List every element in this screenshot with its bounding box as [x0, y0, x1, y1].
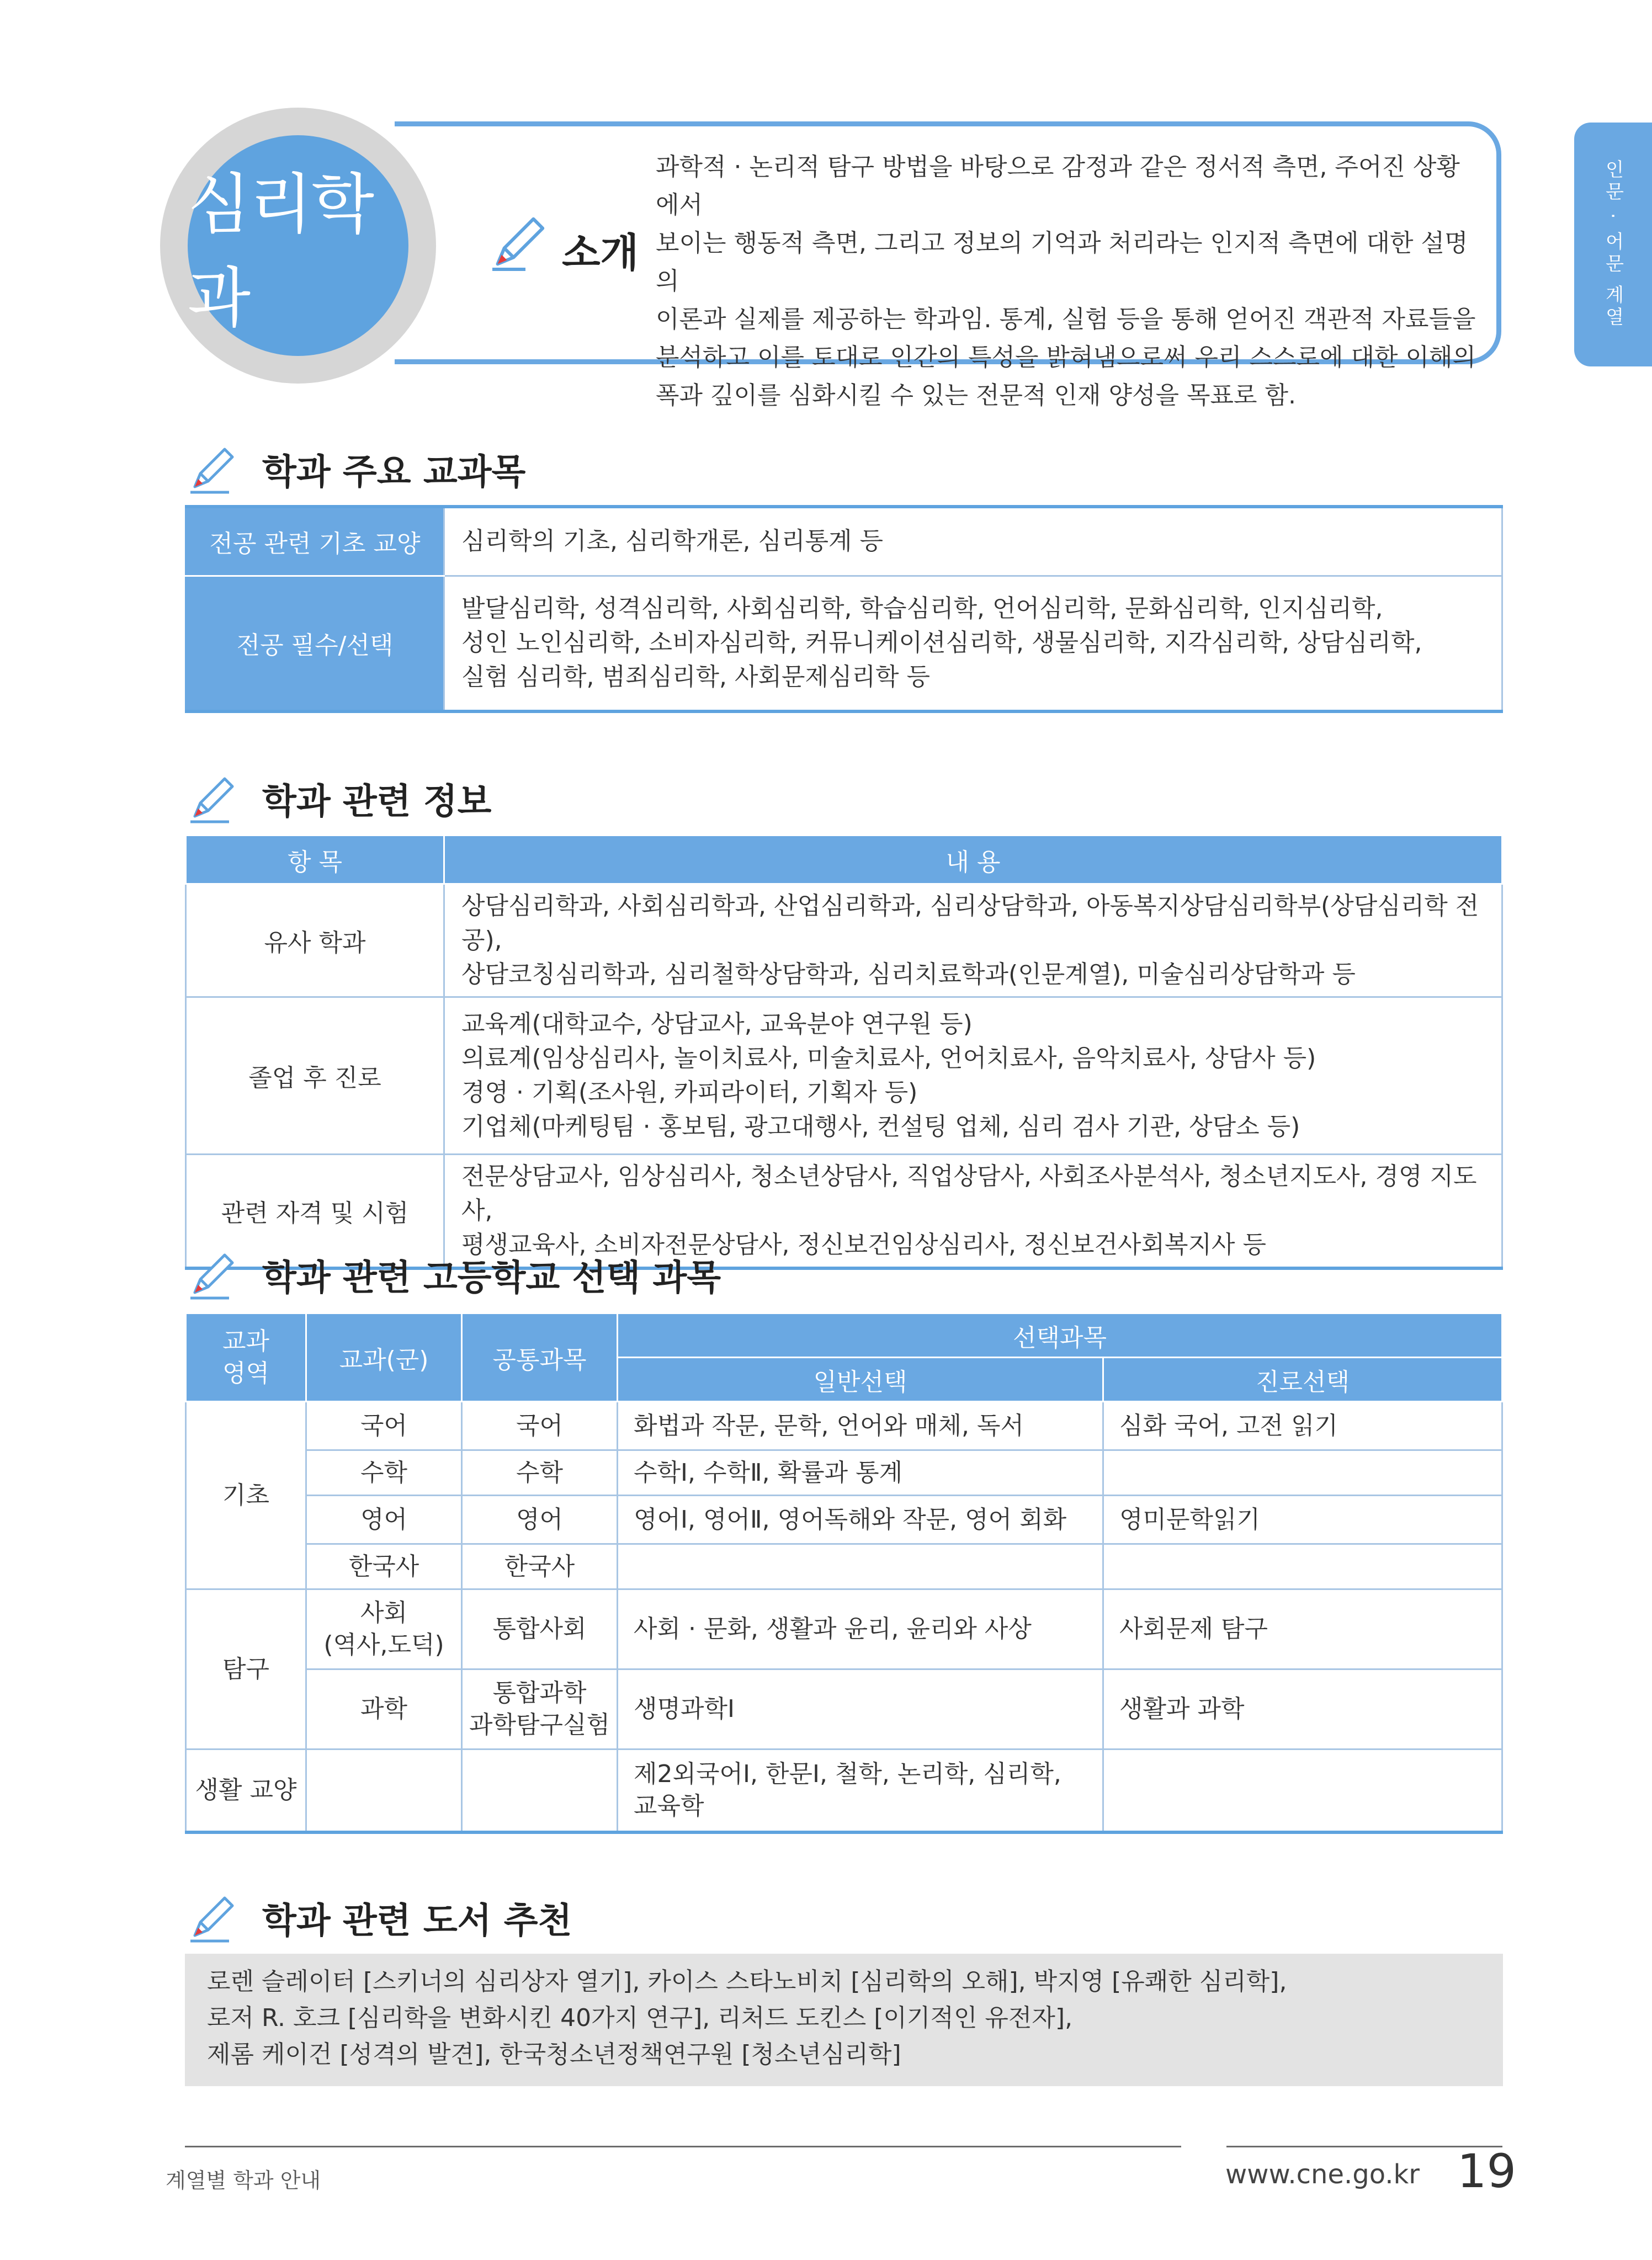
row-label: 전공 필수/선택 — [186, 576, 444, 711]
page-number: 19 — [1457, 2144, 1516, 2198]
major-courses-table — [185, 505, 1503, 713]
area-cell: 생활 교양 — [186, 1749, 306, 1832]
row-label: 유사 학과 — [186, 884, 444, 997]
career-cell: 심화 국어, 고전 읽기 — [1103, 1402, 1502, 1450]
table-row — [186, 1749, 1502, 1832]
common-cell: 통합과학 과학탐구실험 — [462, 1669, 618, 1749]
table-row — [186, 507, 1502, 576]
footer-url[interactable]: www.cne.go.kr — [1225, 2159, 1420, 2190]
table-row — [186, 997, 1502, 1155]
section-heading-courses: 학과 주요 교과목 — [185, 439, 525, 499]
row-content: 심리학의 기초, 심리학개론, 심리통계 등 — [444, 507, 1502, 576]
common-cell: 통합사회 — [462, 1589, 618, 1669]
row-label: 관련 자격 및 시험 — [186, 1155, 444, 1269]
general-cell — [618, 1544, 1103, 1589]
table-row — [186, 1544, 1502, 1589]
career-cell: 생활과 과학 — [1103, 1669, 1502, 1749]
intro-text: 과학적 · 논리적 탐구 방법을 바탕으로 감정과 같은 정서적 측면, 주어진 상황에서 보이는 행동적 측면, 그리고 정보의 기억과 처리라는 인지적 측면에 대한 설명의 이론과 실제를 제공하는 학과임. 통계, 실험 등을 통해 얻어진 객관적 자료들을 분석하고 이를 토대로 인간의 특성을 밝혀냄으로써 우리 스스로에 대한 이해의 폭과 깊이를 심화시킬 수 있는 전문적 인재 양성을 목표로 함. — [656, 153, 1476, 410]
career-cell — [1103, 1749, 1502, 1832]
header-elective: 선택과목 — [618, 1314, 1502, 1358]
pencil-icon — [185, 771, 240, 826]
pencil-icon — [185, 1247, 240, 1302]
row-content: 전문상담교사, 임상심리사, 청소년상담사, 직업상담사, 사회조사분석사, 청소년지도사, 경영 지도사, 평생교육사, 소비자전문상담사, 정신보건임상심리사, 정신보건사회복지사 등 — [444, 1155, 1502, 1269]
table-row — [186, 884, 1502, 997]
book-recommendations: 로렌 슬레이터 [스키너의 심리상자 열기], 카이스 스타노비치 [심리학의 오해], 박지영 [유쾌한 심리학], 로저 R. 호크 [심리학을 변화시킨 40가지 연구], 리처드 도킨스 [이기적인 유전자], 제롬 케이건 [성격의 발견], 한국청소년정책연구원 [청소년심리학] — [185, 1954, 1503, 2086]
header-item: 항 목 — [186, 836, 444, 884]
header-content: 내 용 — [444, 836, 1502, 884]
header-general: 일반선택 — [618, 1358, 1103, 1402]
general-cell: 제2외국어Ⅰ, 한문Ⅰ, 철학, 논리학, 심리학, 교육학 — [618, 1749, 1103, 1832]
area-cell: 탐구 — [186, 1589, 306, 1749]
section-heading-books: 학과 관련 도서 추천 — [185, 1887, 572, 1948]
table-row — [186, 1450, 1502, 1496]
general-cell: 화법과 작문, 문학, 언어와 매체, 독서 — [618, 1402, 1103, 1450]
dept-info-table — [185, 834, 1503, 1270]
group-cell: 영어 — [306, 1496, 462, 1544]
footer-divider — [185, 2146, 1181, 2147]
table-row — [186, 576, 1502, 711]
table-row — [186, 1589, 1502, 1669]
general-cell: 생명과학Ⅰ — [618, 1669, 1103, 1749]
career-cell — [1103, 1544, 1502, 1589]
dept-circle — [188, 135, 408, 356]
pencil-icon — [486, 210, 552, 276]
common-cell: 영어 — [462, 1496, 618, 1544]
group-cell: 한국사 — [306, 1544, 462, 1589]
section-heading-hs-subjects: 학과 관련 고등학교 선택 과목 — [185, 1245, 721, 1305]
header-area: 교과 영역 — [186, 1314, 306, 1402]
common-cell: 국어 — [462, 1402, 618, 1450]
intro-label: 소개 — [562, 230, 639, 276]
group-cell: 국어 — [306, 1402, 462, 1450]
table-row — [186, 1669, 1502, 1749]
row-label: 전공 관련 기초 교양 — [186, 507, 444, 576]
table-header-row — [186, 836, 1502, 884]
row-label: 졸업 후 진로 — [186, 997, 444, 1155]
area-cell: 기초 — [186, 1402, 306, 1589]
career-cell: 사회문제 탐구 — [1103, 1589, 1502, 1669]
header-career: 진로선택 — [1103, 1358, 1502, 1402]
table-row — [186, 1496, 1502, 1544]
group-cell: 수학 — [306, 1450, 462, 1496]
pencil-icon — [185, 1890, 240, 1945]
common-cell — [462, 1749, 618, 1832]
career-cell: 영미문학읽기 — [1103, 1496, 1502, 1544]
group-cell: 과학 — [306, 1669, 462, 1749]
dept-name: 심리학과 — [188, 166, 373, 336]
hs-subjects-table — [185, 1312, 1503, 1834]
category-side-tab: 인문 · 어문 계열 — [1574, 123, 1652, 366]
pencil-icon — [185, 442, 240, 497]
row-content: 상담심리학과, 사회심리학과, 산업심리학과, 심리상담학과, 아동복지상담심리학부(상담심리학 전공), 상담코칭심리학과, 심리철학상담학과, 심리치료학과(인문계열), 미술심리상담학과 등 — [444, 884, 1502, 997]
common-cell: 수학 — [462, 1450, 618, 1496]
table-row — [186, 1402, 1502, 1450]
career-cell — [1103, 1450, 1502, 1496]
table-header-row — [186, 1314, 1502, 1358]
general-cell: 사회 · 문화, 생활과 윤리, 윤리와 사상 — [618, 1589, 1103, 1669]
header-common: 공통과목 — [462, 1314, 618, 1402]
row-content: 발달심리학, 성격심리학, 사회심리학, 학습심리학, 언어심리학, 문화심리학, 인지심리학, 성인 노인심리학, 소비자심리학, 커뮤니케이션심리학, 생물심리학, 지각심리학, 상담심리학, 실험 심리학, 범죄심리학, 사회문제심리학 등 — [444, 576, 1502, 711]
row-content: 교육계(대학교수, 상담교사, 교육분야 연구원 등) 의료계(임상심리사, 놀이치료사, 미술치료사, 언어치료사, 음악치료사, 상담사 등) 경영 · 기획(조사원, 카피라이터, 기획자 등) 기업체(마케팅팀 · 홍보팀, 광고대행사, 컨설팅 업체, 심리 검사 기관, 상담소 등) — [444, 997, 1502, 1155]
common-cell: 한국사 — [462, 1544, 618, 1589]
group-cell — [306, 1749, 462, 1832]
general-cell: 수학Ⅰ, 수학Ⅱ, 확률과 통계 — [618, 1450, 1103, 1496]
general-cell: 영어Ⅰ, 영어Ⅱ, 영어독해와 작문, 영어 회화 — [618, 1496, 1103, 1544]
footer-label: 계열별 학과 안내 — [166, 2168, 321, 2193]
section-heading-info: 학과 관련 정보 — [185, 768, 492, 829]
header-group: 교과(군) — [306, 1314, 462, 1402]
group-cell: 사회 (역사,도덕) — [306, 1589, 462, 1669]
